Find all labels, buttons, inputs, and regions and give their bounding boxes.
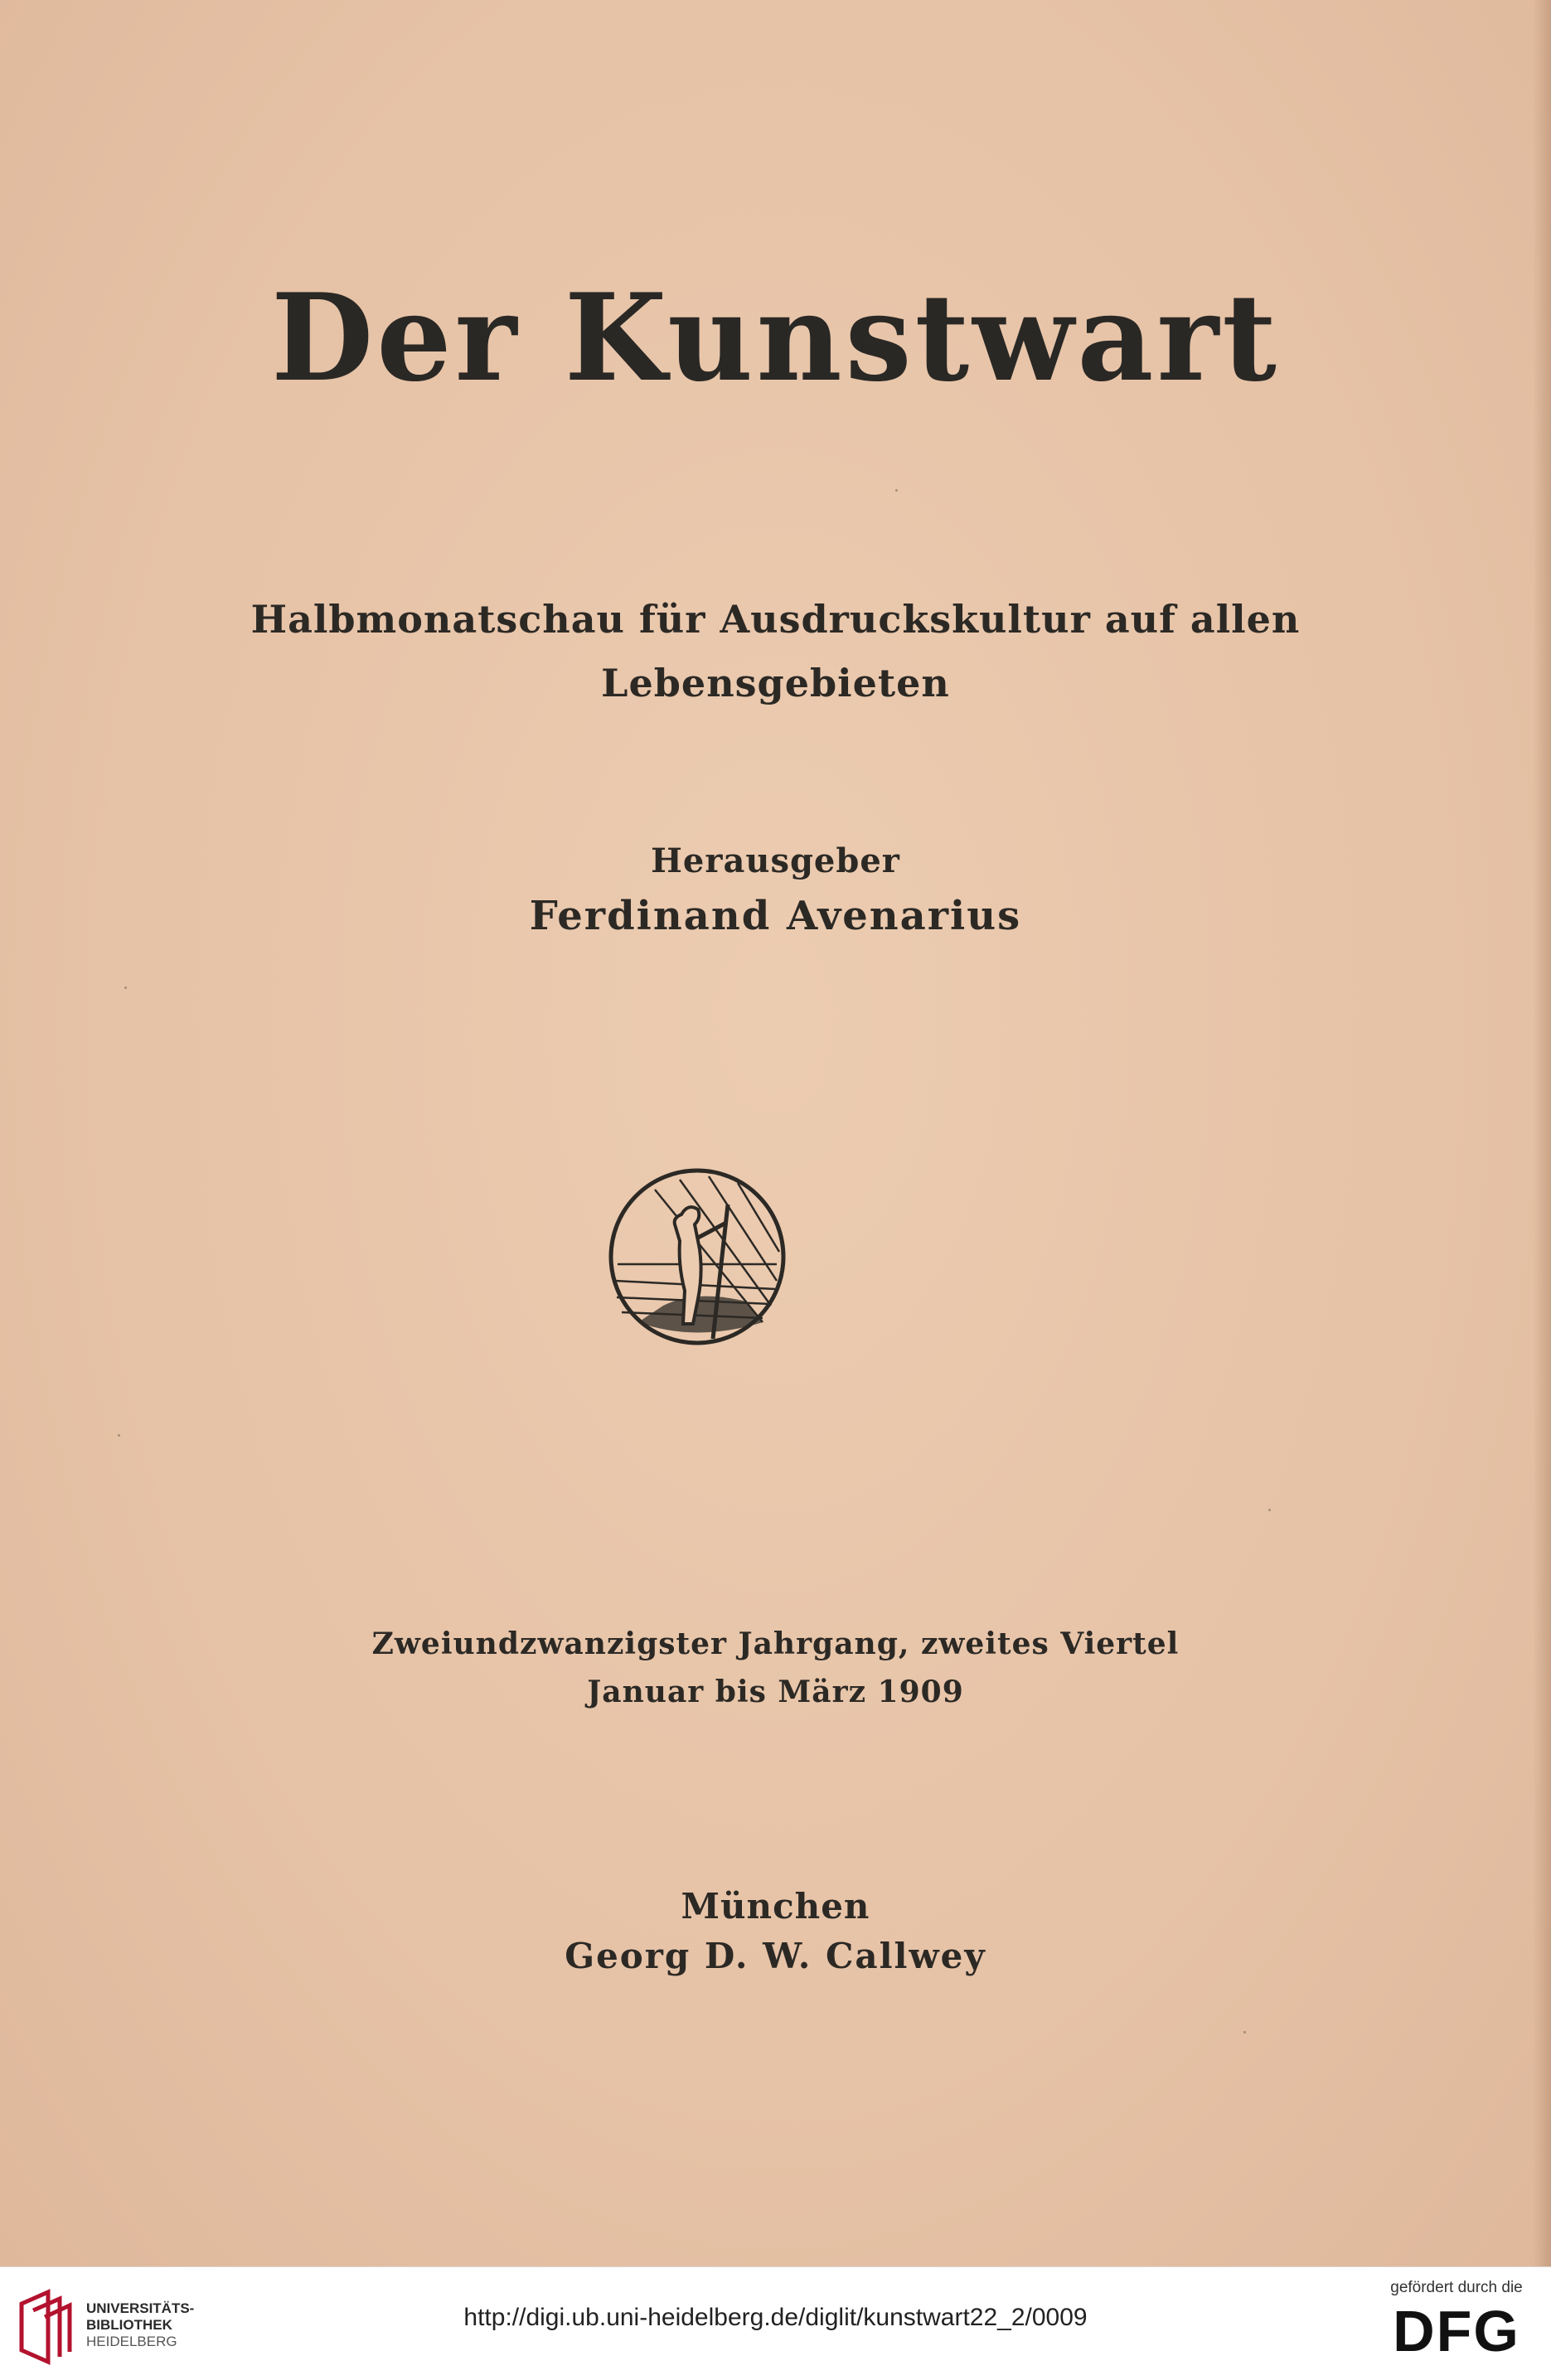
paper-speck	[895, 489, 898, 492]
imprint-city: München	[681, 1886, 870, 1927]
emblem-vignette	[605, 1165, 789, 1349]
permalink-url[interactable]: http://digi.ub.uni-heidelberg.de/diglit/kunstwart22_2/0009	[463, 2304, 1088, 2331]
imprint-publishing-house: Georg D. W. Callwey	[565, 1936, 986, 1976]
subtitle-line-2: Lebensgebieten	[601, 661, 950, 705]
library-line-3: HEIDELBERG	[86, 2334, 177, 2349]
dfg-logo: DFG	[1393, 2299, 1520, 2363]
library-line-1: UNIVERSITÄTS-	[86, 2300, 195, 2316]
paper-speck	[1268, 1509, 1271, 1511]
publisher-name: Ferdinand Avenarius	[529, 893, 1022, 939]
volume-statement: Zweiundzwanzigster Jahrgang, zweites Viertel	[371, 1626, 1180, 1661]
subtitle-line-1: Halbmonatschau für Ausdruckskultur auf allen	[250, 597, 1301, 642]
publisher-label: Herausgeber	[651, 841, 900, 880]
paper-speck	[124, 986, 127, 989]
paper-speck	[1243, 2031, 1246, 2033]
sponsor-block	[1382, 2279, 1531, 2363]
period-statement: Januar bis März 1909	[587, 1675, 964, 1709]
viewer-footer	[0, 2266, 1551, 2380]
paper-speck	[118, 1434, 120, 1437]
library-line-2: BIBLIOTHEK	[86, 2317, 172, 2333]
sponsor-label: gefördert durch die	[1390, 2279, 1523, 2296]
journal-title: Der Kunstwart	[271, 268, 1280, 409]
